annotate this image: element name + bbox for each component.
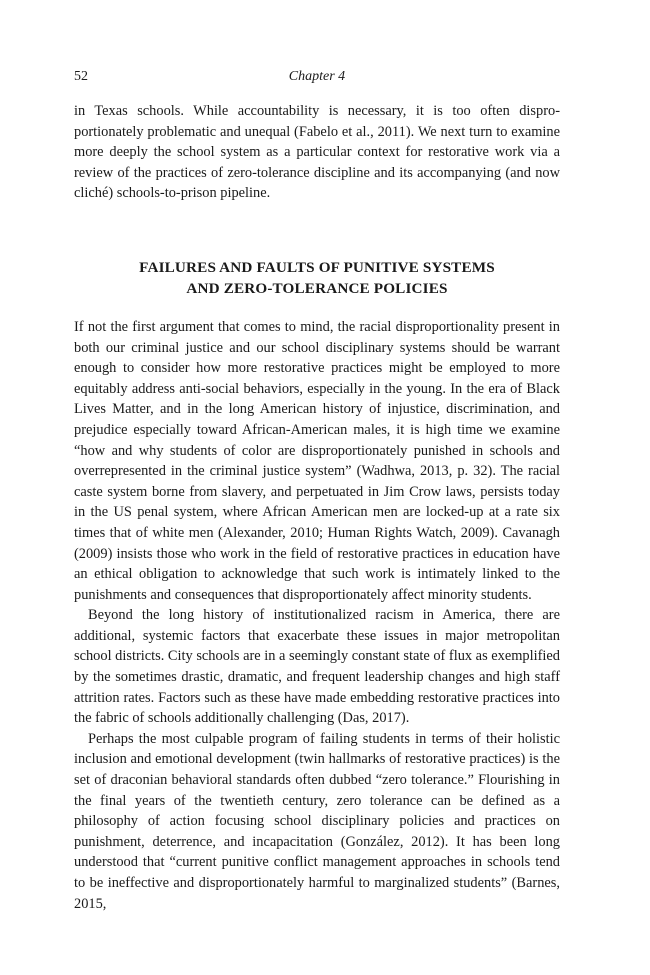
intro-paragraph: in Texas schools. While accountability is necessary, it is too often disproportionately problematic and unequal (Fabelo et al., 2011). We next turn to examine more deeply the school system as a particular context for restorative work via a review of the practices of zero-tolerance discipline and its accompanying (and now cliché) schools-to-prison pipeline.: [74, 103, 560, 202]
running-head: [74, 66, 560, 88]
body-paragraph-1: If not the first argument that comes to mind, the racial disproportionality present in both our criminal justice and our school disciplinary systems should be warrant enough to consider how more restorative practices might be employed to more equitably address anti-social behaviors, especially in the young. In the era of Black Lives Matter, and in the long American history of injustice, discrimination, and prejudice especially toward African-American males, it is high time we examine “how and why students of color are disproportionately punished in schools and overrepresented in the criminal justice system” (Wadhwa, 2013, p. 32). The racial caste system borne from slavery, and perpetuated in Jim Crow laws, persists today in the US penal system, where African American men are locked-up at a rate six times that of white men (Alexander, 2010; Human Rights Watch, 2009). Cavanagh (2009) insists those who work in the field of restorative practices in education have an ethical obligation to acknowledge that such work is intimately linked to the punishments and consequences that disproportionately affect minority students.: [74, 318, 560, 603]
page-number: 52: [74, 69, 88, 84]
section-heading-line-1: FAILURES AND FAULTS OF PUNITIVE SYSTEMS: [139, 258, 495, 276]
body-paragraph-3: Perhaps the most culpable program of failing students in terms of their holistic inclusion and emotional development (twin hallmarks of restorative practices) is the set of draconian behavioral standards often dubbed “zero tolerance.” Flourishing in the final years of the twentieth century, zero tolerance can be defined as a philosophy of action focusing school disciplinary policies and practices on punishment, deterrence, and incapacitation (González, 2012). It has been long understood that “current punitive conflict management approaches in schools tend to be ineffective and disproportionately harmful to marginalized students” (Barnes, 2015,: [74, 730, 560, 912]
body-paragraph-2: Beyond the long history of institutionalized racism in America, there are additional, systemic factors that exacerbate these issues in major metropolitan school districts. City schools are in a seemingly constant state of flux as exemplified by the sometimes drastic, dramatic, and frequent leadership changes and high staff attrition rates. Factors such as these have made embedding restorative practices into the fabric of schools additionally challenging (Das, 2017).: [74, 607, 560, 727]
section-heading-line-2: AND ZERO-TOLERANCE POLICIES: [186, 279, 448, 297]
section-heading: [74, 257, 560, 299]
chapter-label: Chapter 4: [288, 69, 346, 84]
book-page: [74, 66, 560, 914]
